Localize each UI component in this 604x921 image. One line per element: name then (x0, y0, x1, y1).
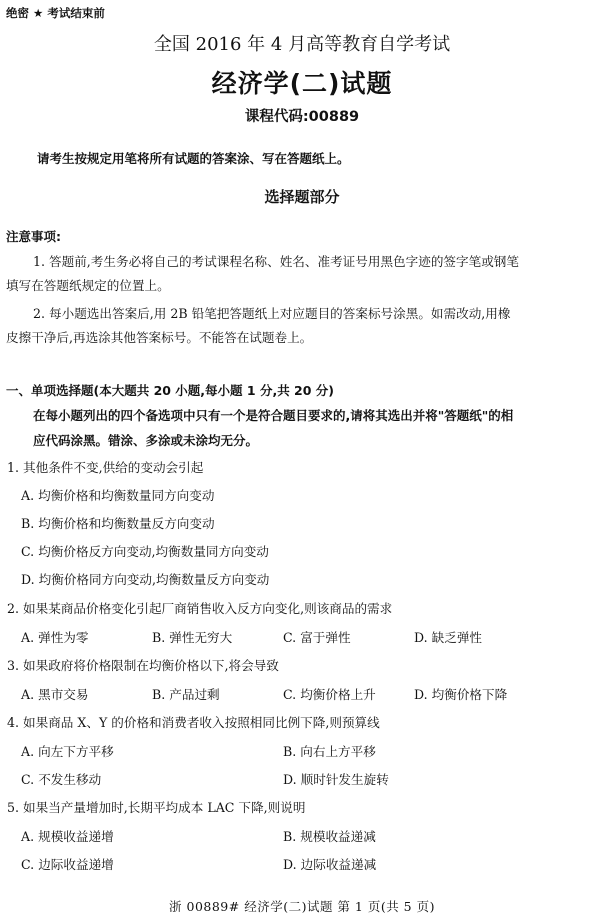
option-d: D. 顺时针发生旋转 (283, 772, 389, 787)
page-footer: 浙 00889# 经济学(二)试题 第 1 页(共 5 页) (169, 899, 435, 914)
notice-item-1-line-1: 1. 答题前,考生务必将自己的考试课程名称、姓名、准考证号用黑色字迹的签字笔或钢笔 (33, 254, 519, 269)
exam-title: 全国 2016 年 4 月高等教育自学考试 (153, 34, 451, 55)
exam-instruction: 请考生按规定用笔将所有试题的答案涂、写在答题纸上。 (37, 151, 350, 166)
part-desc-line-2: 应代码涂黑。错涂、多涂或未涂均无分。 (33, 433, 259, 448)
notice-item-1-line-2: 填写在答题纸规定的位置上。 (6, 278, 170, 293)
question-stem: 1. 其他条件不变,供给的变动会引起 (7, 460, 204, 475)
notice-title: 注意事项: (6, 229, 61, 244)
option-b: B. 弹性无穷大 (152, 630, 233, 645)
course-code: 课程代码:00889 (244, 109, 360, 125)
option-b: B. 向右上方平移 (283, 744, 376, 759)
option-c: C. 边际收益递增 (21, 857, 114, 872)
option-d: D. 均衡价格下降 (414, 687, 508, 702)
notice-item-2-line-1: 2. 每小题选出答案后,用 2B 铅笔把答题纸上对应题目的答案标号涂黑。如需改动,用橡 (33, 306, 511, 321)
option-b: B. 规模收益递减 (283, 829, 376, 844)
section-heading: 选择题部分 (264, 188, 340, 206)
option-d: D. 缺乏弹性 (414, 630, 483, 645)
question-stem: 3. 如果政府将价格限制在均衡价格以下,将会导致 (7, 658, 279, 673)
option-c: C. 均衡价格上升 (283, 687, 376, 702)
question-stem: 5. 如果当产量增加时,长期平均成本 LAC 下降,则说明 (7, 800, 306, 815)
option-c: C. 不发生移动 (21, 772, 102, 787)
option-a: A. 向左下方平移 (21, 744, 114, 759)
subject-title: 经济学(二)试题 (211, 69, 393, 98)
option-d: D. 均衡价格同方向变动,均衡数量反方向变动 (21, 572, 270, 587)
confidential-label: 绝密 ★ 考试结束前 (6, 6, 105, 20)
option-c: C. 均衡价格反方向变动,均衡数量同方向变动 (21, 544, 269, 559)
option-a: A. 黑市交易 (21, 687, 89, 702)
part-desc-line-1: 在每小题列出的四个备选项中只有一个是符合题目要求的,请将其选出并将"答题纸"的相 (33, 408, 514, 423)
option-a: A. 规模收益递增 (21, 829, 114, 844)
part-title: 一、单项选择题(本大题共 20 小题,每小题 1 分,共 20 分) (6, 383, 335, 398)
notice-item-2-line-2: 皮擦干净后,再选涂其他答案标号。不能答在试题卷上。 (6, 330, 313, 345)
option-c: C. 富于弹性 (283, 630, 351, 645)
option-b: B. 产品过剩 (152, 687, 220, 702)
option-d: D. 边际收益递减 (283, 857, 377, 872)
question-stem: 2. 如果某商品价格变化引起厂商销售收入反方向变化,则该商品的需求 (7, 601, 393, 616)
option-b: B. 均衡价格和均衡数量反方向变动 (21, 516, 215, 531)
option-a: A. 弹性为零 (21, 630, 89, 645)
question-stem: 4. 如果商品 X、Y 的价格和消费者收入按照相同比例下降,则预算线 (7, 715, 380, 730)
option-a: A. 均衡价格和均衡数量同方向变动 (21, 488, 215, 503)
